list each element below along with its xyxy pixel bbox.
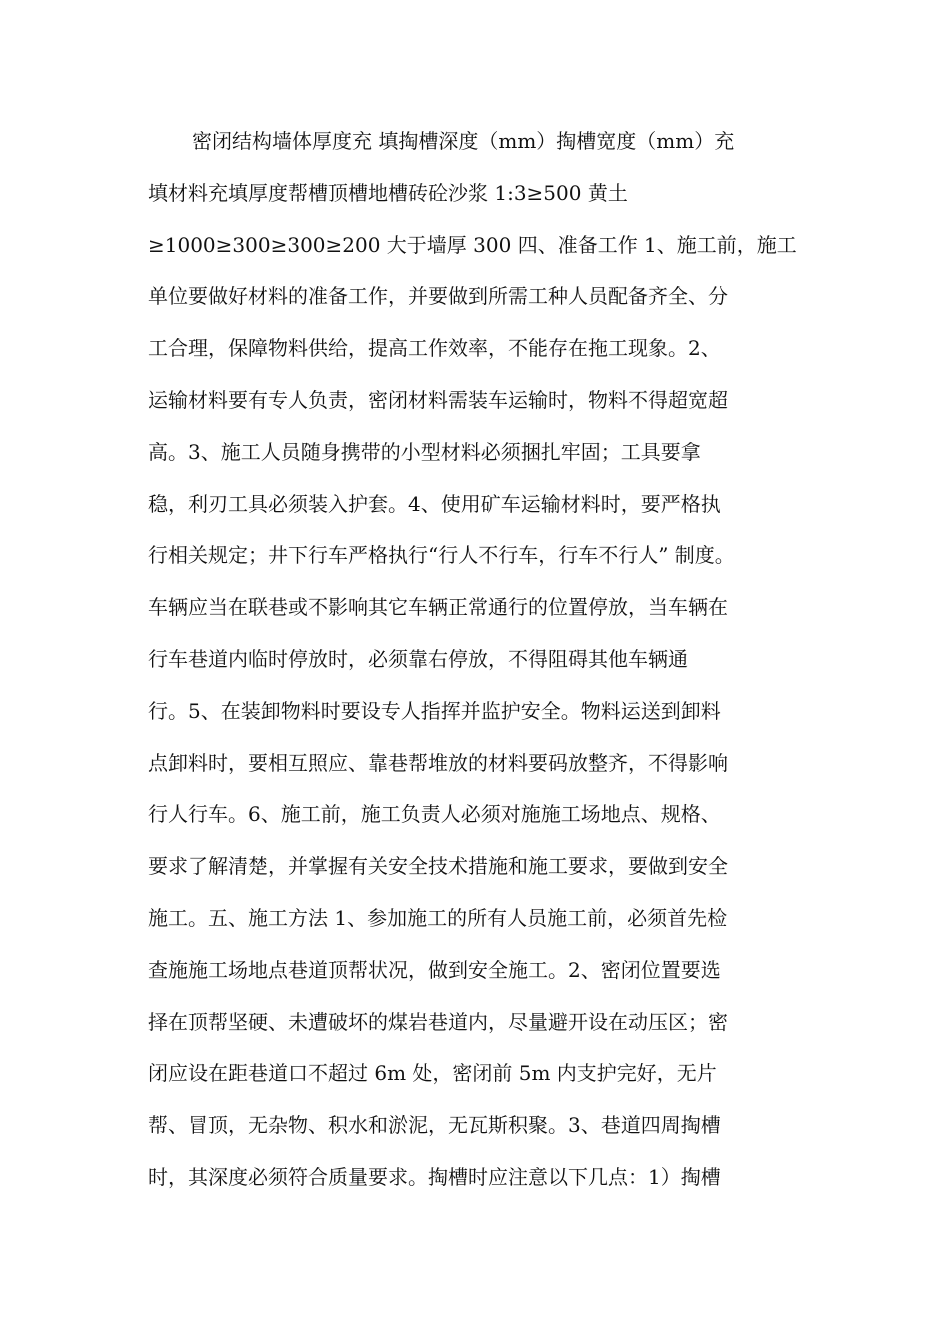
text-line: 行相关规定；井下行车严格执行“行人不行车，行车不行人” 制度。: [148, 543, 735, 568]
text-line: 行车巷道内临时停放时，必须靠右停放，不得阻碍其他车辆通: [148, 646, 688, 671]
text-line: 帮、冒顶，无杂物、积水和淤泥，无瓦斯积聚。3、巷道四周掏槽: [148, 1113, 721, 1138]
text-line: 运输材料要有专人负责，密闭材料需装车运输时，物料不得超宽超: [148, 387, 728, 412]
text-line: 闭应设在距巷道口不超过 6m 处，密闭前 5m 内支护完好，无片: [148, 1061, 717, 1086]
text-line: 行。5、在装卸物料时要设专人指挥并监护安全。物料运送到卸料: [148, 698, 721, 723]
text-line: 查施施工场地点巷道顶帮状况，做到安全施工。2、密闭位置要选: [148, 957, 721, 982]
text-line: 车辆应当在联巷或不影响其它车辆正常通行的位置停放，当车辆在: [148, 595, 728, 620]
text-line: 高。3、施工人员随身携带的小型材料必须捆扎牢固；工具要拿: [148, 439, 701, 464]
text-line: 单位要做好材料的准备工作，并要做到所需工种人员配备齐全、分: [148, 284, 728, 309]
text-line: 择在顶帮坚硬、未遭破坏的煤岩巷道内，尽量避开设在动压区；密: [148, 1009, 728, 1034]
body-text: [148, 116, 808, 1204]
text-line: 密闭结构墙体厚度充 填掏槽深度（mm）掏槽宽度（mm）充: [192, 129, 735, 153]
text-line: 时，其深度必须符合质量要求。掏槽时应注意以下几点：1）掏槽: [148, 1164, 721, 1189]
text-line: 行人行车。6、施工前，施工负责人必须对施施工场地点、规格、: [148, 802, 721, 827]
text-line: 施工。五、施工方法 1、参加施工的所有人员施工前，必须首先检: [148, 905, 728, 930]
text-line: ≥1000≥300≥300≥200 大于墙厚 300 四、准备工作 1、施工前，施工: [148, 232, 797, 257]
text-line: 点卸料时，要相互照应、靠巷帮堆放的材料要码放整齐，不得影响: [148, 750, 728, 775]
text-line: 要求了解清楚，并掌握有关安全技术措施和施工要求，要做到安全: [148, 854, 728, 879]
text-line: 填材料充填厚度帮槽顶槽地槽砖砼沙浆 1:3≥500 黄土: [148, 180, 628, 205]
text-line: 稳，利刃工具必须装入护套。4、使用矿车运输材料时，要严格执: [148, 491, 721, 516]
text-line: 工合理，保障物料供给，提高工作效率，不能存在拖工现象。2、: [148, 336, 721, 361]
